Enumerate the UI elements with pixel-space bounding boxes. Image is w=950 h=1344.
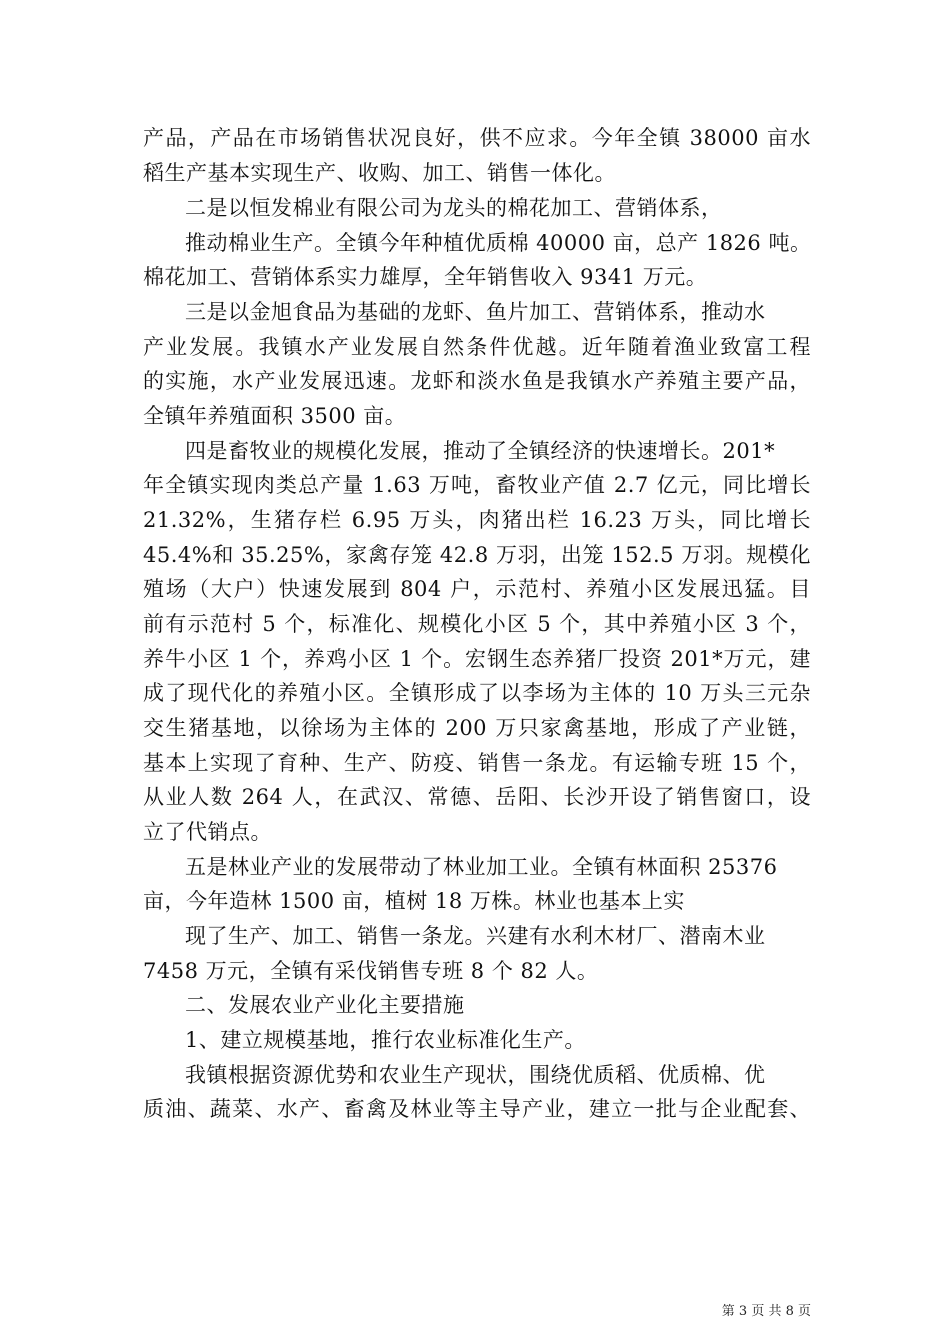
page-number: 第 3 页 共 8 页	[721, 1304, 811, 1319]
subsection-heading: 1、建立规模基地，推行农业标准化生产。	[185, 1028, 586, 1052]
paragraph-line: 稻生产基本实现生产、收购、加工、销售一体化。	[143, 161, 616, 185]
paragraph-line: 我镇根据资源优势和农业生产现状，围绕优质稻、优质棉、优	[185, 1063, 766, 1087]
paragraph-line: 现了生产、加工、销售一条龙。兴建有水利木材厂、潜南木业	[185, 924, 766, 948]
paragraph-line: 产业发展。我镇水产业发展自然条件优越。近年随着渔业致富工程	[143, 335, 811, 359]
paragraph-line: 四是畜牧业的规模化发展，推动了全镇经济的快速增长。201*	[185, 439, 776, 463]
paragraph-line: 亩，今年造林 1500 亩，植树 18 万株。林业也基本上实	[143, 889, 685, 913]
paragraph-line: 年全镇实现肉类总产量 1.63 万吨，畜牧业产值 2.7 亿元，同比增长	[143, 473, 811, 497]
paragraph-line: 成了现代化的养殖小区。全镇形成了以李场为主体的 10 万头三元杂	[143, 681, 811, 705]
paragraph-line: 二是以恒发棉业有限公司为龙头的棉花加工、营销体系，	[185, 196, 723, 220]
paragraph-line: 殖场（大户）快速发展到 804 户，示范村、养殖小区发展迅猛。目	[143, 577, 811, 601]
paragraph-line: 五是林业产业的发展带动了林业加工业。全镇有林面积 25376	[185, 855, 778, 879]
paragraph-line: 45.4%和 35.25%，家禽存笼 42.8 万羽，出笼 152.5 万羽。规模化	[143, 543, 811, 567]
paragraph-line: 质油、蔬菜、水产、畜禽及林业等主导产业，建立一批与企业配套、	[143, 1097, 811, 1121]
paragraph-line: 养牛小区 1 个，养鸡小区 1 个。宏钢生态养猪厂投资 201*万元，建	[143, 647, 811, 671]
paragraph-line: 的实施，水产业发展迅速。龙虾和淡水鱼是我镇水产养殖主要产品，	[143, 369, 811, 393]
paragraph-line: 产品，产品在市场销售状况良好，供不应求。今年全镇 38000 亩水	[143, 126, 811, 150]
paragraph-line: 推动棉业生产。全镇今年种植优质棉 40000 亩，总产 1826 吨。	[185, 231, 812, 255]
paragraph-line: 21.32%，生猪存栏 6.95 万头，肉猪出栏 16.23 万头，同比增长	[143, 508, 811, 532]
paragraph-line: 全镇年养殖面积 3500 亩。	[143, 404, 407, 428]
paragraph-line: 7458 万元，全镇有采伐销售专班 8 个 82 人。	[143, 959, 599, 983]
paragraph-line: 基本上实现了育种、生产、防疫、销售一条龙。有运输专班 15 个，	[143, 751, 811, 775]
paragraph-line: 交生猪基地，以徐场为主体的 200 万只家禽基地，形成了产业链，	[143, 716, 811, 740]
paragraph-line: 棉花加工、营销体系实力雄厚，全年销售收入 9341 万元。	[143, 265, 708, 289]
section-heading: 二、发展农业产业化主要措施	[185, 993, 465, 1017]
paragraph-line: 三是以金旭食品为基础的龙虾、鱼片加工、营销体系，推动水	[185, 300, 766, 324]
paragraph-line: 前有示范村 5 个，标准化、规模化小区 5 个，其中养殖小区 3 个，	[143, 612, 811, 636]
paragraph-line: 从业人数 264 人，在武汉、常德、岳阳、长沙开设了销售窗口，设	[143, 785, 811, 809]
paragraph-line: 立了代销点。	[143, 820, 272, 844]
